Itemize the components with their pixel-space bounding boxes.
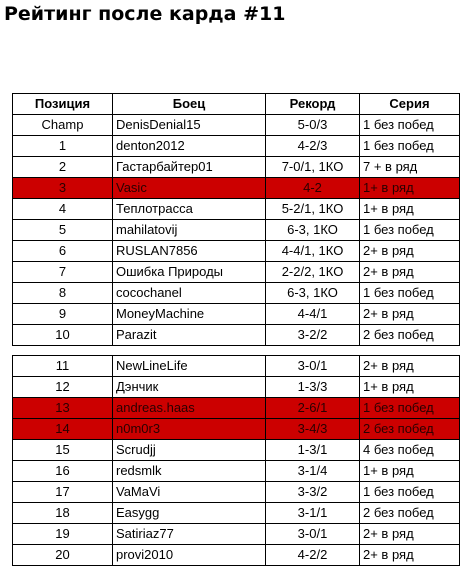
cell-streak: 1+ в ряд — [360, 377, 460, 398]
cell-fighter: MoneyMachine — [113, 304, 266, 325]
cell-fighter: cocochanel — [113, 283, 266, 304]
table-row — [13, 325, 460, 346]
cell-record: 6-3, 1КО — [266, 283, 360, 304]
cell-position: 17 — [13, 482, 113, 503]
table-row — [13, 115, 460, 136]
table-row — [13, 398, 460, 419]
cell-fighter: andreas.haas — [113, 398, 266, 419]
cell-streak: 1+ в ряд — [360, 199, 460, 220]
cell-fighter: NewLineLife — [113, 356, 266, 377]
cell-streak: 1 без побед — [360, 220, 460, 241]
cell-position: 8 — [13, 283, 113, 304]
cell-record: 7-0/1, 1КО — [266, 157, 360, 178]
cell-streak: 1 без побед — [360, 398, 460, 419]
cell-record: 3-4/3 — [266, 419, 360, 440]
cell-position: 5 — [13, 220, 113, 241]
cell-position: 12 — [13, 377, 113, 398]
cell-record: 2-2/2, 1КО — [266, 262, 360, 283]
page-title: Рейтинг после карда #11 — [4, 3, 286, 25]
cell-record: 3-3/2 — [266, 482, 360, 503]
table-row — [13, 524, 460, 545]
cell-position: 20 — [13, 545, 113, 566]
header-fighter: Боец — [113, 94, 266, 115]
cell-fighter: Vasic — [113, 178, 266, 199]
cell-fighter: Easygg — [113, 503, 266, 524]
table-row — [13, 220, 460, 241]
cell-fighter: redsmlk — [113, 461, 266, 482]
cell-fighter: RUSLAN7856 — [113, 241, 266, 262]
cell-streak: 2 без побед — [360, 503, 460, 524]
cell-fighter: Ошибка Природы — [113, 262, 266, 283]
cell-fighter: Satiriaz77 — [113, 524, 266, 545]
cell-position: 19 — [13, 524, 113, 545]
table-row — [13, 419, 460, 440]
table-row — [13, 136, 460, 157]
cell-position: 14 — [13, 419, 113, 440]
cell-position: 3 — [13, 178, 113, 199]
cell-fighter: VaMaVi — [113, 482, 266, 503]
table-row — [13, 482, 460, 503]
cell-fighter: Теплотрасса — [113, 199, 266, 220]
table-row — [13, 545, 460, 566]
cell-position: 1 — [13, 136, 113, 157]
table-row — [13, 304, 460, 325]
cell-position: 15 — [13, 440, 113, 461]
cell-position: 2 — [13, 157, 113, 178]
cell-record: 4-2 — [266, 178, 360, 199]
cell-streak: 4 без побед — [360, 440, 460, 461]
cell-record: 3-2/2 — [266, 325, 360, 346]
cell-position: 9 — [13, 304, 113, 325]
cell-streak: 7 + в ряд — [360, 157, 460, 178]
cell-streak: 1 без побед — [360, 482, 460, 503]
cell-streak: 2+ в ряд — [360, 356, 460, 377]
cell-streak: 2+ в ряд — [360, 304, 460, 325]
cell-fighter: denton2012 — [113, 136, 266, 157]
cell-streak: 2+ в ряд — [360, 262, 460, 283]
cell-position: 6 — [13, 241, 113, 262]
cell-position: 4 — [13, 199, 113, 220]
cell-fighter: provi2010 — [113, 545, 266, 566]
cell-record: 2-6/1 — [266, 398, 360, 419]
table-body-top — [13, 115, 460, 346]
cell-fighter: mahilatovij — [113, 220, 266, 241]
cell-record: 3-0/1 — [266, 524, 360, 545]
header-streak: Серия — [360, 94, 460, 115]
cell-record: 4-2/2 — [266, 545, 360, 566]
table-header-row — [13, 94, 460, 115]
table-row — [13, 262, 460, 283]
cell-record: 5-0/3 — [266, 115, 360, 136]
cell-streak: 1 без побед — [360, 115, 460, 136]
table-row — [13, 241, 460, 262]
cell-record: 3-1/4 — [266, 461, 360, 482]
cell-streak: 1 без побед — [360, 136, 460, 157]
cell-fighter: Parazit — [113, 325, 266, 346]
cell-record: 3-0/1 — [266, 356, 360, 377]
cell-streak: 2+ в ряд — [360, 241, 460, 262]
cell-position: 18 — [13, 503, 113, 524]
header-record: Рекорд — [266, 94, 360, 115]
cell-record: 3-1/1 — [266, 503, 360, 524]
cell-position: 7 — [13, 262, 113, 283]
cell-position: 10 — [13, 325, 113, 346]
cell-position: Champ — [13, 115, 113, 136]
cell-position: 16 — [13, 461, 113, 482]
table-row — [13, 503, 460, 524]
cell-streak: 2 без побед — [360, 419, 460, 440]
cell-fighter: Дэнчик — [113, 377, 266, 398]
table-row — [13, 356, 460, 377]
cell-record: 1-3/1 — [266, 440, 360, 461]
table-row — [13, 377, 460, 398]
cell-record: 6-3, 1КО — [266, 220, 360, 241]
cell-record: 4-4/1, 1КО — [266, 241, 360, 262]
cell-record: 4-2/3 — [266, 136, 360, 157]
table-row — [13, 440, 460, 461]
table-row — [13, 199, 460, 220]
table-body-bottom — [13, 356, 460, 566]
table-row — [13, 283, 460, 304]
cell-fighter: DenisDenial15 — [113, 115, 266, 136]
cell-fighter: Scrudjj — [113, 440, 266, 461]
table-row — [13, 178, 460, 199]
cell-position: 11 — [13, 356, 113, 377]
cell-record: 5-2/1, 1КО — [266, 199, 360, 220]
cell-record: 1-3/3 — [266, 377, 360, 398]
table-row — [13, 461, 460, 482]
cell-streak: 2 без побед — [360, 325, 460, 346]
table-row — [13, 157, 460, 178]
cell-streak: 1 без побед — [360, 283, 460, 304]
cell-streak: 2+ в ряд — [360, 545, 460, 566]
cell-streak: 1+ в ряд — [360, 461, 460, 482]
rating-table-top — [12, 93, 460, 346]
rating-table-bottom — [12, 355, 460, 566]
cell-fighter: Гастарбайтер01 — [113, 157, 266, 178]
cell-fighter: n0m0r3 — [113, 419, 266, 440]
cell-record: 4-4/1 — [266, 304, 360, 325]
cell-streak: 2+ в ряд — [360, 524, 460, 545]
header-position: Позиция — [13, 94, 113, 115]
cell-position: 13 — [13, 398, 113, 419]
cell-streak: 1+ в ряд — [360, 178, 460, 199]
